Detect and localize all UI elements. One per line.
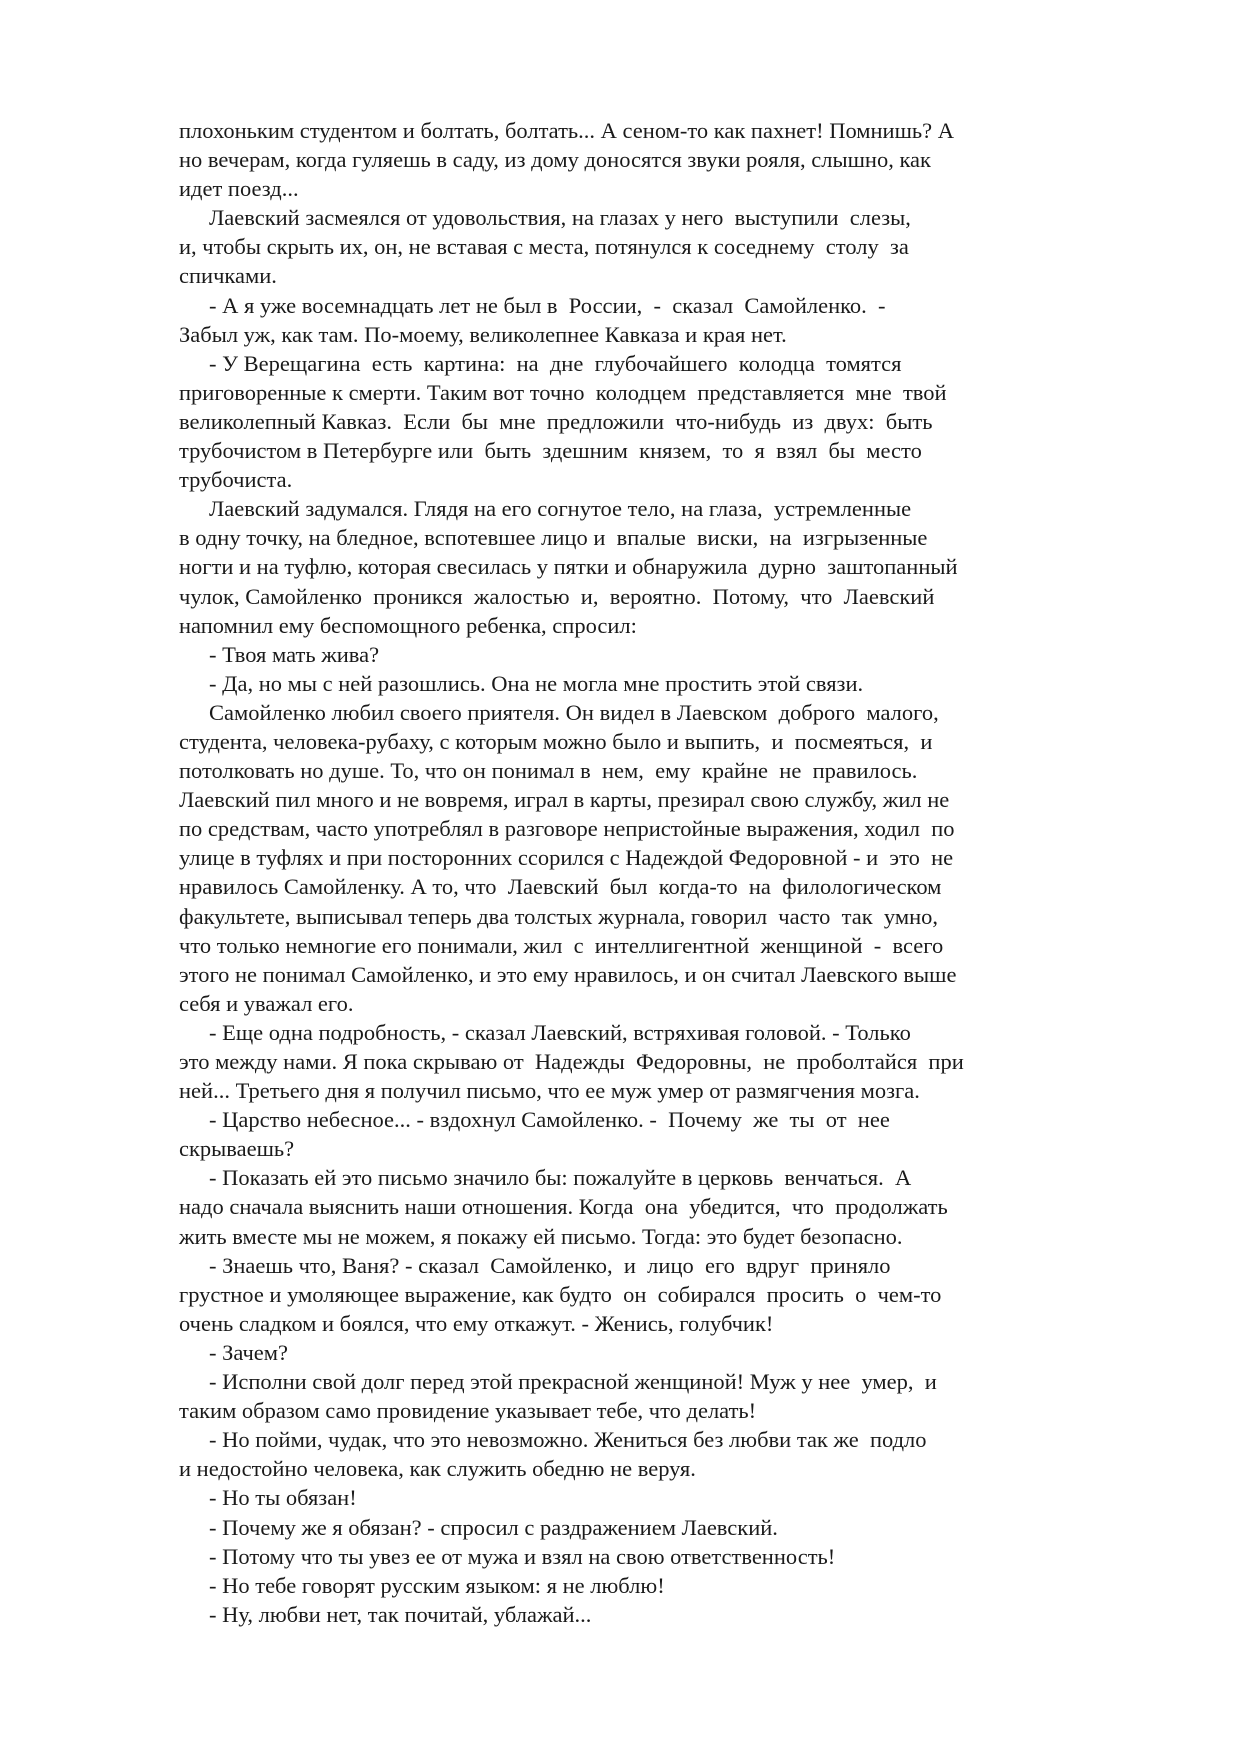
paragraph: - А я уже восемнадцать лет не был в России, - сказал Самойленко. - Забыл уж, как там. По-моему, великолепнее Кавказа и края нет. (179, 292, 886, 347)
paragraph: Самойленко любил своего приятеля. Он видел в Лаевском доброго малого, студента, человека-рубаху, с которым можно было и выпить, и посмеяться, и потолковать но душе. То, что он понимал в нем, ему крайне не правилось. Лаевский пил много и не вовремя, играл в карты, презирал свою службу, жил не по средствам, часто употреблял в разговоре непристойные выражения, ходил по улице в туфлях и при посторонних ссорился с Надеждой Федоровной - и это не нравилось Самойленку. А то, что Лаевский был когда-то на филологическом факультете, выписывал теперь два толстых журнала, говорил часто так умно, что только немногие его понимали, жил с интеллигентной женщиной - всего этого не понимал Самойленко, и это ему нравилось, и он считал Лаевского выше себя и уважал его. (179, 699, 957, 1016)
paragraph: - Твоя мать жива? (209, 641, 380, 667)
paragraph: плохоньким студентом и болтать, болтать... А сеном-то как пахнет! Помнишь? А но вечерам, когда гуляешь в саду, из дому доносятся звуки рояля, слышно, как идет поезд... (179, 118, 955, 202)
paragraph: Лаевский задумался. Глядя на его согнутое тело, на глаза, устремленные в одну точку, на бледное, вспотевшее лицо и впалые виски, на изгрызенные ногти и на туфлю, которая свесилась у пятки и обнаружила дурно заштопанный чулок, Самойленко проникся жалостью и, вероятно. Потому, что Лаевский напомнил ему беспомощного ребенка, спросил: (179, 496, 958, 638)
paragraph: - Но тебе говорят русским языком: я не люблю! (209, 1572, 665, 1598)
paragraph: - Да, но мы с ней разошлись. Она не могла мне простить этой связи. (209, 670, 864, 696)
paragraph: - Потому что ты увез ее от мужа и взял на свою ответственность! (209, 1543, 836, 1569)
paragraph: - Царство небесное... - вздохнул Самойленко. - Почему же ты от нее скрываешь? (179, 1107, 890, 1162)
paragraph: - Ну, любви нет, так почитай, ублажай... (209, 1601, 592, 1627)
text-body (179, 116, 1059, 1629)
paragraph: Лаевский засмеялся от удовольствия, на глазах у него выступили слезы, и, чтобы скрыть их, он, не вставая с места, потянулся к соседнему столу за спичками. (179, 205, 911, 289)
paragraph: - Но ты обязан! (209, 1485, 357, 1511)
paragraph: - Знаешь что, Ваня? - сказал Самойленко, и лицо его вдруг приняло грустное и умоляющее выражение, как будто он собирался просить о чем-то очень сладком и боялся, что ему откажут. - Женись, голубчик! (179, 1252, 942, 1336)
paragraph: - Показать ей это письмо значило бы: пожалуйте в церковь венчаться. А надо сначала выяснить наши отношения. Когда она убедится, что продолжать жить вместе мы не можем, я покажу ей письмо. Тогда: это будет безопасно. (179, 1165, 948, 1249)
paragraph: - У Верещагина есть картина: на дне глубочайшего колодца томятся приговоренные к смерти. Таким вот точно колодцем представляется мне твой великолепный Кавказ. Если бы мне предложили что-нибудь из двух: быть трубочистом в Петербурге или быть здешним князем, то я взял бы место трубочиста. (179, 350, 947, 493)
paragraph: - Зачем? (209, 1339, 289, 1365)
paragraph: - Еще одна подробность, - сказал Лаевский, встряхивая головой. - Только это между нами. Я пока скрываю от Надежды Федоровны, не проболтайся при ней... Третьего дня я получил письмо, что ее муж умер от размягчения мозга. (179, 1019, 964, 1104)
paragraph: - Почему же я обязан? - спросил с раздражением Лаевский. (209, 1514, 778, 1540)
paragraph: - Но пойми, чудак, что это невозможно. Жениться без любви так же подло и недостойно человека, как служить обедню не веруя. (179, 1427, 927, 1482)
paragraph: - Исполни свой долг перед этой прекрасной женщиной! Муж у нее умер, и таким образом само провидение указывает тебе, что делать! (179, 1369, 937, 1424)
